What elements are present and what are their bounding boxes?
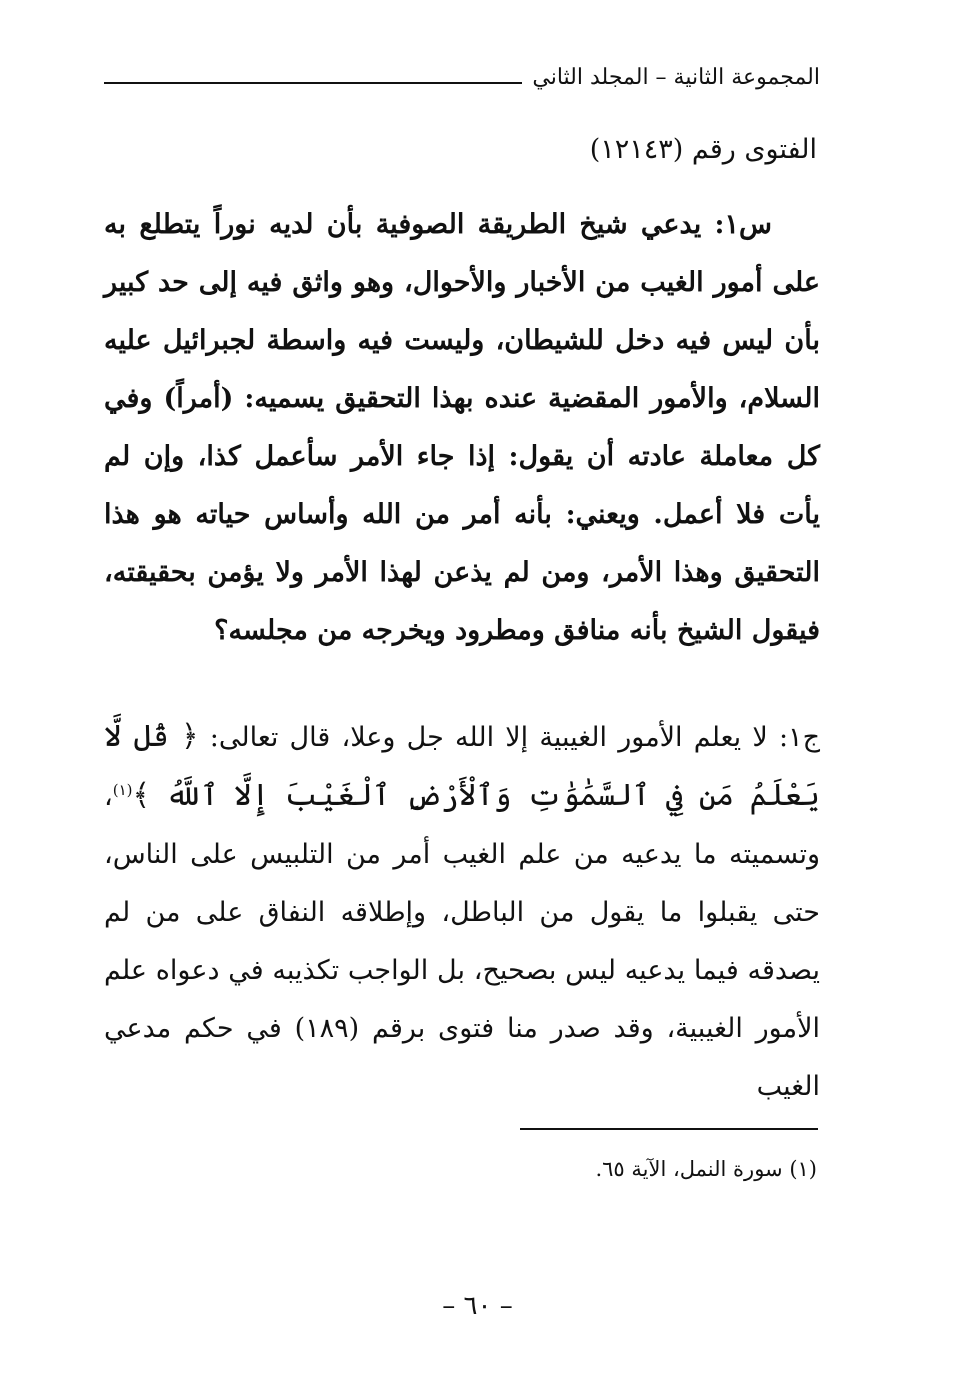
footnote: (١) سورة النمل، الآية ٦٥.: [595, 1157, 817, 1181]
verse-comma: ،: [104, 781, 113, 812]
running-title: المجموعة الثانية – المجلد الثاني: [532, 65, 820, 90]
quran-verse: ﴿ قُل لَّا يَعْلَمُ مَن فِي ٱلسَّمَٰوَٰتِ وَٱلْأَرْضِ ٱلْغَيْبَ إِلَّا ٱللَّهُ ﴾: [104, 719, 820, 813]
page-number: – ٦٠ –: [442, 1291, 513, 1321]
header-rule: [104, 82, 522, 84]
answer-body: وتسميته ما يدعيه من علم الغيب أمر من التلبيس على الناس، حتى يقبلوا ما يقول من الباطل، وإطلاقه النفاق على من لم يصدقه فيما يدعيه ليس بصحيح، بل الواجب تكذيبه في دعواه علم الأمور الغيبية، وقد صدر منا فتوى برقم (١٨٩) في حكم مدعي الغيب: [104, 839, 820, 1102]
question-paragraph: س١: يدعي شيخ الطريقة الصوفية بأن لديه نوراً يتطلع به على أمور الغيب من الأخبار والأحوال، وهو واثق فيه إلى حد كبير بأن ليس فيه دخل للشيطان، وليست فيه واسطة لجبرائيل عليه السلام، والأمور المقضية عنده بهذا التحقيق يسميه: (أمراً) وفي كل معاملة عادته أن يقول: إذا جاء الأمر سأعمل كذا، وإن لم يأت فلا أعمل. ويعني: بأنه أمر من الله وأساس حياته هو هذا التحقيق وهذا الأمر، ومن لم يذعن لهذا الأمر ولا يؤمن بحقيقته، فيقول الشيخ بأنه منافق ومطرود ويخرجه من مجلسه؟: [104, 209, 820, 646]
answer-intro: ج١: لا يعلم الأمور الغيبية إلا الله جل وعلا، قال تعالى:: [209, 722, 820, 753]
footnote-reference: (١): [112, 781, 133, 799]
answer-paragraph: [104, 708, 820, 1116]
footnote-rule: [520, 1128, 818, 1130]
fatwa-number: الفتوى رقم (١٢١٤٣): [589, 134, 817, 165]
running-header: [104, 52, 820, 92]
